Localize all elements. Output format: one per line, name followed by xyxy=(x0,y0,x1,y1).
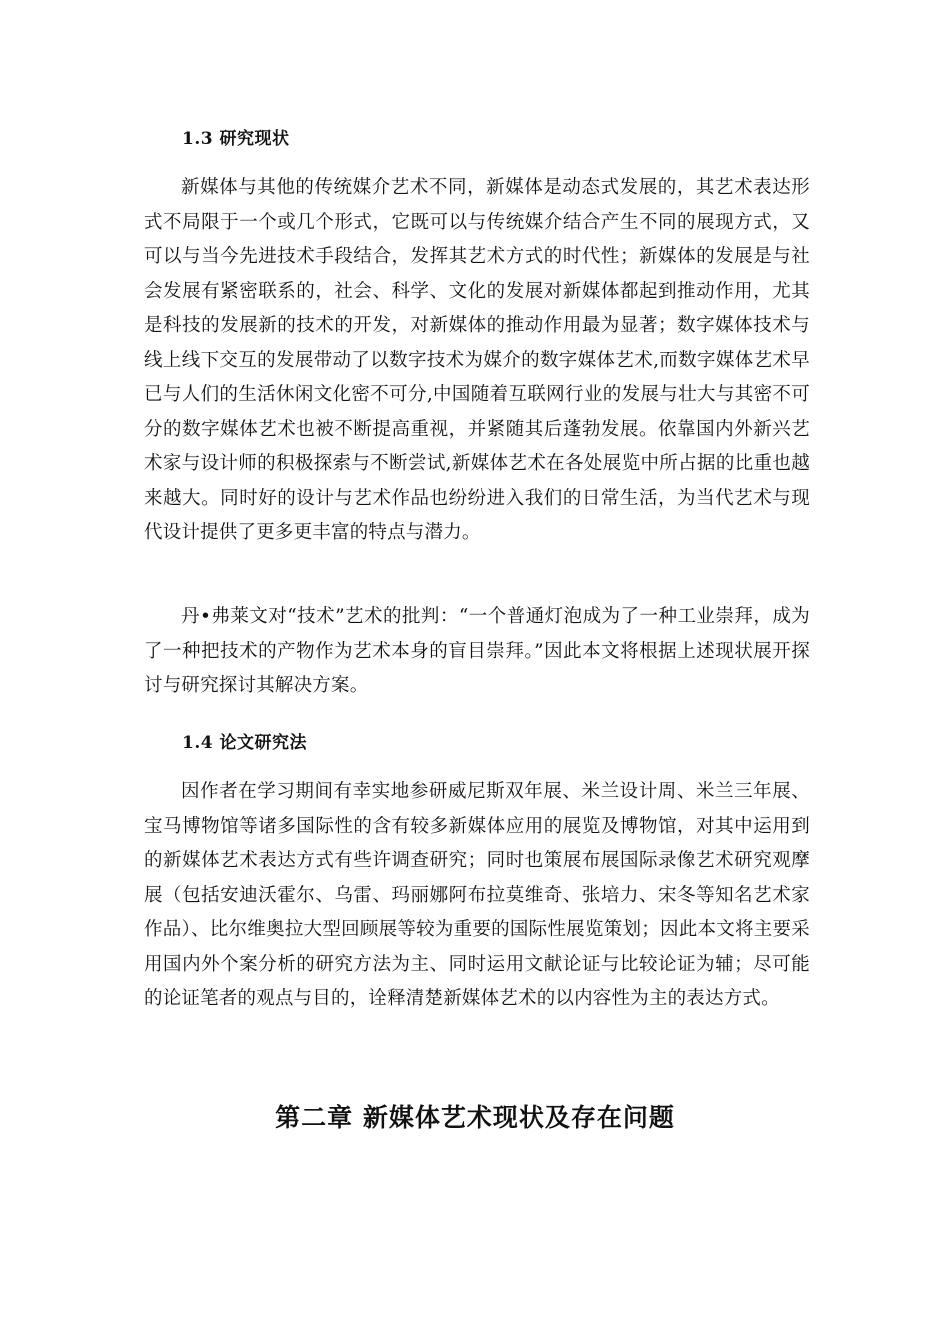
paragraph-research-status: 新媒体与其他的传统媒介艺术不同，新媒体是动态式发展的，其艺术表达形式不局限于一个或几个形式，它既可以与传统媒介结合产生不同的展现方式，又可以与当今先进技术手段结合，发挥其艺术方式的时代性；新媒体的发展是与社会发展有紧密联系的，社会、科学、文化的发展对新媒体都起到推动作用，尤其是科技的发展新的技术的开发，对新媒体的推动作用最为显著；数字媒体技术与线上线下交互的发展带动了以数字技术为媒介的数字媒体艺术,而数字媒体艺术早已与人们的生活休闲文化密不可分,中国随着互联网行业的发展与壮大与其密不可分的数字媒体艺术也被不断提高重视，并紧随其后蓬勃发展。依靠国内外新兴艺术家与设计师的积极探索与不断尝试,新媒体艺术在各处展览中所占据的比重也越来越大。同时好的设计与艺术作品也纷纷进入我们的日常生活，为当代艺术与现代设计提供了更多更丰富的特点与潜力。 xyxy=(144,177,810,543)
chapter-title: 第二章 新媒体艺术现状及存在问题 xyxy=(275,1103,675,1132)
paragraph-research-method: 因作者在学习期间有幸实地参研威尼斯双年展、米兰设计周、米兰三年展、宝马博物馆等诸多国际性的含有较多新媒体应用的展览及博物馆，对其中运用到的新媒体艺术表达方式有些许调查研究；同时也策展布展国际录像艺术研究观摩展（包括安迪沃霍尔、乌雷、玛丽娜阿布拉莫维奇、张培力、宋冬等知名艺术家作品）、比尔维奥拉大型回顾展等较为重要的国际性展览策划；因此本文将主要采用国内外个案分析的研究方法为主、同时运用文献论证与比较论证为辅；尽可能的论证笔者的观点与目的，诠释清楚新媒体艺术的以内容性为主的表达方式。 xyxy=(144,781,810,1009)
section-heading-1-3: 1.3 研究现状 xyxy=(182,129,290,149)
paragraph-flavin-critique: 丹•弗莱文对“技术”艺术的批判：“一个普通灯泡成为了一种工业崇拜，成为了一种把技术的产物作为艺术本身的盲目崇拜。”因此本文将根据上述现状展开探讨与研究探讨其解决方案。 xyxy=(144,606,810,696)
section-heading-1-4: 1.4 论文研究法 xyxy=(182,733,307,753)
